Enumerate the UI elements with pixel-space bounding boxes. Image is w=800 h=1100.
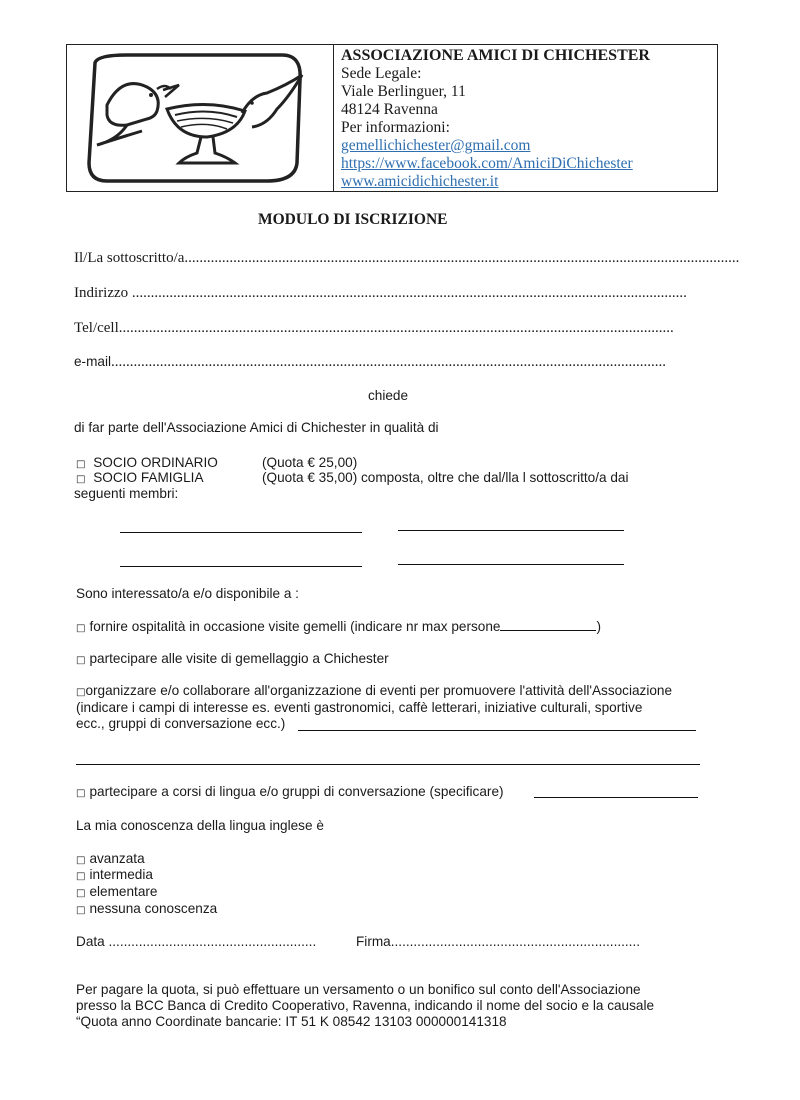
none-label: nessuna conoscenza bbox=[89, 901, 218, 916]
membership-intro: di far parte dell'Associazione Amici di Chichester in qualità di bbox=[74, 420, 439, 435]
date-field[interactable]: Data ....................................................... bbox=[76, 934, 317, 949]
courses-fill-line[interactable] bbox=[534, 797, 698, 798]
events-label-1: organizzare e/o collaborare all'organizzazione di eventi per promuovere l'attività dell'Associazione bbox=[85, 683, 673, 698]
option-ordinary[interactable] bbox=[76, 455, 218, 470]
member-line-2[interactable] bbox=[398, 530, 624, 531]
checkbox-hosting-icon[interactable]: □ bbox=[76, 623, 86, 634]
association-logo bbox=[67, 45, 333, 191]
checkbox-events-icon[interactable]: □ bbox=[76, 687, 86, 698]
payment-text-1: Per pagare la quota, si può effettuare un versamento o un bonifico sul conto dell'Associazione bbox=[76, 982, 641, 997]
name-field[interactable]: Il/La sottoscritto/a.................................................................................................................................................... bbox=[74, 250, 740, 266]
checkbox-ordinary-icon[interactable]: □ bbox=[76, 459, 86, 470]
name-label: Il/La sottoscritto/a bbox=[74, 250, 185, 266]
email-link[interactable]: gemellichichester@gmail.com bbox=[341, 137, 531, 154]
street-address: Viale Berlinguer, 11 bbox=[341, 83, 466, 100]
hosting-close-paren: ) bbox=[596, 619, 602, 634]
facebook-link[interactable]: https://www.facebook.com/AmiciDiChichester bbox=[341, 155, 633, 172]
date-label: Data bbox=[76, 934, 105, 949]
visits-label: partecipare alle visite di gemellaggio a Chichester bbox=[89, 651, 389, 666]
checkbox-visits-icon[interactable]: □ bbox=[76, 655, 86, 666]
payment-text-2: presso la BCC Banca di Credito Cooperativo, Ravenna, indicando il nome del socio e la causale bbox=[76, 998, 655, 1013]
hosting-label: fornire ospitalità in occasione visite gemelli (indicare nr max persone bbox=[89, 619, 501, 634]
option-visits[interactable] bbox=[76, 651, 389, 666]
payment-text-3: “Quota anno Coordinate bancarie: IT 51 K 08542 13103 000000141318 bbox=[76, 1014, 507, 1029]
members-label: seguenti membri: bbox=[74, 486, 179, 501]
fee-family: (Quota € 35,00) composta, oltre che dal/lla l sottoscritto/a dai bbox=[262, 470, 629, 485]
signature-field[interactable]: Firma.................................................................. bbox=[356, 934, 641, 949]
hosting-count-line[interactable] bbox=[500, 618, 596, 631]
info-label: Per informazioni: bbox=[341, 119, 450, 136]
member-line-1[interactable] bbox=[120, 532, 362, 533]
address-label: Indirizzo bbox=[74, 285, 132, 301]
signature-label: Firma bbox=[356, 934, 391, 949]
level-intermediate[interactable] bbox=[76, 867, 153, 882]
logo-cell bbox=[67, 45, 334, 191]
association-info bbox=[341, 47, 711, 191]
intermediate-label: intermedia bbox=[89, 867, 153, 882]
level-advanced[interactable] bbox=[76, 851, 145, 866]
email-label: e-mail bbox=[74, 354, 112, 369]
checkbox-family-icon[interactable]: □ bbox=[76, 474, 86, 485]
option-courses[interactable] bbox=[76, 784, 504, 799]
option-events[interactable] bbox=[76, 683, 672, 698]
option-hosting[interactable] bbox=[76, 618, 601, 634]
tel-field[interactable]: Tel/cell.................................................................................................................................................... bbox=[74, 320, 674, 336]
letterhead-box bbox=[66, 44, 718, 192]
family-label: SOCIO FAMIGLIA bbox=[93, 470, 204, 485]
checkbox-none-icon[interactable]: □ bbox=[76, 905, 86, 916]
tel-label: Tel/cell bbox=[74, 320, 119, 336]
office-label: Sede Legale: bbox=[341, 65, 422, 82]
events-fill-line-1[interactable] bbox=[298, 730, 696, 731]
request-word: chiede bbox=[368, 388, 409, 403]
member-line-4[interactable] bbox=[398, 564, 624, 565]
checkbox-elementary-icon[interactable]: □ bbox=[76, 888, 86, 899]
checkbox-courses-icon[interactable]: □ bbox=[76, 788, 86, 799]
ordinary-label: SOCIO ORDINARIO bbox=[93, 455, 218, 470]
interest-title: Sono interessato/a e/o disponibile a : bbox=[76, 586, 299, 601]
city-address: 48124 Ravenna bbox=[341, 101, 438, 118]
form-title: MODULO DI ISCRIZIONE bbox=[258, 211, 448, 228]
email-field[interactable]: e-mail.................................................................................................................................................... bbox=[74, 354, 667, 370]
events-label-2: (indicare i campi di interesse es. eventi gastronomici, caffè letterari, iniziative culturali, sportive bbox=[76, 700, 643, 715]
website-link[interactable]: www.amicidichichester.it bbox=[341, 173, 499, 190]
level-elementary[interactable] bbox=[76, 884, 157, 899]
courses-label: partecipare a corsi di lingua e/o gruppi di conversazione (specificare) bbox=[89, 784, 504, 799]
checkbox-intermediate-icon[interactable]: □ bbox=[76, 871, 86, 882]
elementary-label: elementare bbox=[89, 884, 158, 899]
english-level-title: La mia conoscenza della lingua inglese è bbox=[76, 818, 324, 833]
events-label-3: ecc., gruppi di conversazione ecc.) bbox=[76, 716, 286, 731]
fee-ordinary: (Quota € 25,00) bbox=[262, 455, 358, 470]
association-name: ASSOCIAZIONE AMICI DI CHICHESTER bbox=[341, 47, 650, 64]
events-fill-line-2[interactable] bbox=[76, 764, 700, 765]
level-none[interactable] bbox=[76, 901, 217, 916]
address-field[interactable]: Indirizzo .................................................................................................................................................... bbox=[74, 285, 687, 301]
advanced-label: avanzata bbox=[89, 851, 145, 866]
member-line-3[interactable] bbox=[120, 566, 362, 567]
option-family[interactable] bbox=[76, 470, 204, 485]
events-label-3-row bbox=[76, 716, 285, 731]
checkbox-advanced-icon[interactable]: □ bbox=[76, 855, 86, 866]
